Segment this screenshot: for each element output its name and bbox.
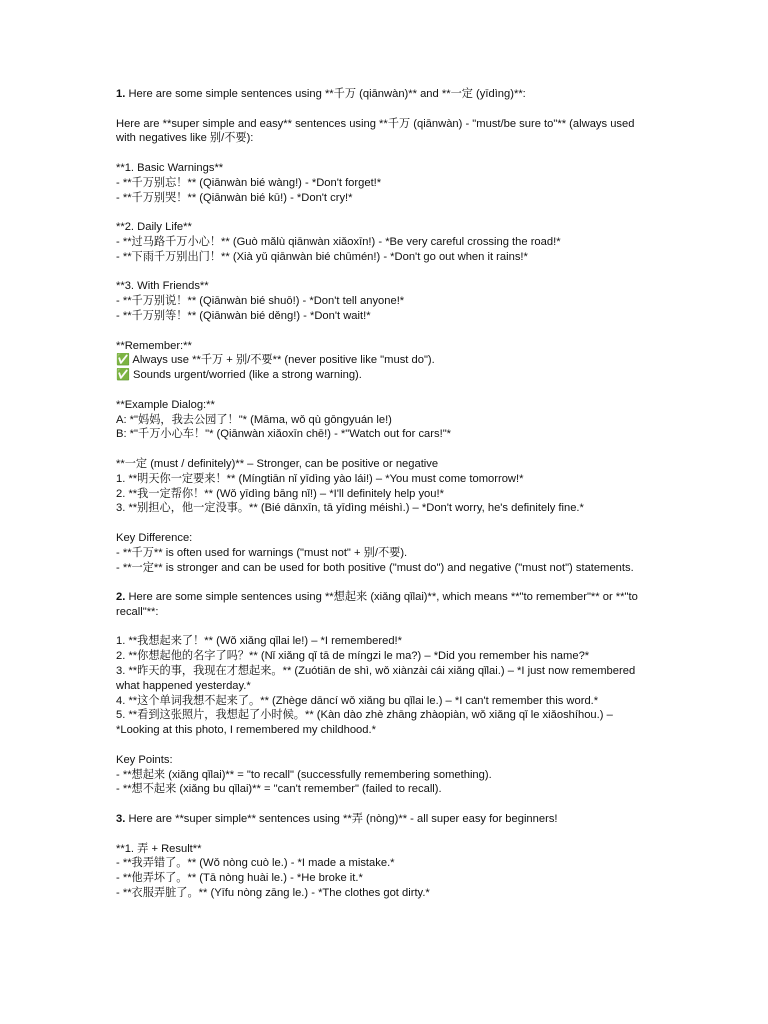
line-text: **Remember:** (116, 339, 192, 352)
line-text: 3. **昨天的事，我现在才想起来。** (Zuótiān de shì, wǒ xiànzài cái xiǎng qǐlai.) – *I just now remembered what happened yesterday.* (116, 665, 639, 692)
text-line (116, 161, 652, 176)
paragraph-gap (116, 738, 652, 753)
paragraph-gap (116, 383, 652, 398)
line-text: Here are some simple sentences using **想起来 (xiǎng qǐlai)**, which means **"to remember"** or **"to recall"**: (116, 591, 641, 618)
paragraph-gap (116, 575, 652, 590)
text-line (116, 87, 652, 102)
line-text: - **想起来 (xiǎng qǐlai)** = "to recall" (successfully remembering something). (116, 768, 492, 781)
line-text: Key Difference: (116, 531, 193, 544)
line-text: 4. **这个单词我想不起来了。** (Zhège dāncí wǒ xiǎng bu qǐlai le.) – *I can't remember this word.* (116, 694, 599, 707)
line-text: - **一定** is stronger and can be used for both positive ("must do") and negative ("must not") statements. (116, 561, 634, 574)
line-text: Key Points: (116, 753, 173, 766)
line-text: - **想不起来 (xiǎng bu qǐlai)** = "can't remember" (failed to recall). (116, 783, 442, 796)
text-line (116, 590, 652, 620)
line-text: 1. **明天你一定要来！** (Míngtiān nǐ yīdìng yào lái!) – *You must come tomorrow!* (116, 472, 524, 485)
paragraph-gap (116, 324, 652, 339)
text-line (116, 235, 652, 250)
line-text: - **下雨千万别出门！** (Xià yǔ qiānwàn bié chūmén!) - *Don't go out when it rains!* (116, 250, 528, 263)
line-text: **3. With Friends** (116, 280, 209, 293)
text-line (116, 694, 652, 709)
text-line (116, 634, 652, 649)
section-number: 1. (116, 88, 126, 100)
line-text: ✅ Sounds urgent/worried (like a strong warning). (116, 369, 362, 382)
text-line (116, 842, 652, 857)
line-text: - **千万别哭！** (Qiānwàn bié kū!) - *Don't cry!* (116, 191, 353, 204)
line-text: - **衣服弄脏了。** (Yīfu nòng zāng le.) - *The clothes got dirty.* (116, 887, 430, 900)
line-text: Here are some simple sentences using **千万 (qiānwàn)** and **一定 (yīdìng)**: (125, 88, 526, 100)
text-line (116, 176, 652, 191)
line-text: 2. **我一定帮你！** (Wǒ yīdìng bāng nǐ!) – *I'll definitely help you!* (116, 487, 444, 500)
line-text: 3. **别担心，他一定没事。** (Bié dānxīn, tā yīdìng méishì.) – *Don't worry, he's definitely fine.* (116, 502, 584, 515)
text-line (116, 561, 652, 576)
paragraph-gap (116, 516, 652, 531)
line-text: **1. 弄 + Result** (116, 842, 202, 855)
text-line (116, 427, 652, 442)
text-line (116, 117, 652, 147)
paragraph-gap (116, 442, 652, 457)
section-number: 3. (116, 813, 126, 826)
text-line (116, 353, 652, 368)
text-line (116, 398, 652, 413)
document-body (116, 87, 652, 901)
text-line (116, 664, 652, 694)
text-line (116, 546, 652, 561)
line-text: - **过马路千万小心！** (Guò mǎlù qiānwàn xiǎoxīn!) - *Be very careful crossing the road!* (116, 235, 561, 248)
line-text: - **千万别忘！** (Qiānwàn bié wàng!) - *Don't forget!* (116, 176, 382, 189)
line-text: Here are **super simple** sentences using **弄 (nòng)** - all super easy for beginners! (125, 813, 558, 826)
line-text: 5. **看到这张照片，我想起了小时候。** (Kàn dào zhè zhāng zhàopiàn, wǒ xiǎng qǐ le xiǎoshíhou.) – *Looking at this photo, I remembered my childhood.* (116, 709, 616, 737)
paragraph-gap (116, 102, 652, 117)
text-line (116, 812, 652, 827)
text-line (116, 501, 652, 516)
line-text: - **我弄错了。** (Wǒ nòng cuò le.) - *I made a mistake.* (116, 857, 395, 870)
paragraph-gap (116, 797, 652, 812)
text-line (116, 220, 652, 235)
text-line (116, 472, 652, 487)
text-line (116, 294, 652, 309)
text-line (116, 279, 652, 294)
section-number: 2. (116, 591, 126, 604)
text-line (116, 768, 652, 783)
line-text: 1. **我想起来了！** (Wǒ xiǎng qǐlai le!) – *I remembered!* (116, 635, 402, 648)
text-line (116, 309, 652, 324)
text-line (116, 457, 652, 472)
paragraph-gap (116, 620, 652, 635)
text-line (116, 413, 652, 428)
text-line (116, 708, 652, 738)
paragraph-gap (116, 146, 652, 161)
text-line (116, 753, 652, 768)
text-line (116, 191, 652, 206)
paragraph-gap (116, 265, 652, 280)
text-line (116, 368, 652, 383)
text-line (116, 649, 652, 664)
text-line (116, 856, 652, 871)
line-text: **一定 (must / definitely)** – Stronger, can be positive or negative (116, 457, 439, 470)
line-text: - **他弄坏了。** (Tā nòng huài le.) - *He broke it.* (116, 872, 363, 885)
line-text: A: *"妈妈，我去公园了！"* (Māma, wǒ qù gōngyuán le!) (116, 413, 392, 426)
paragraph-gap (116, 827, 652, 842)
line-text: **Example Dialog:** (116, 398, 215, 411)
line-text: B: *"千万小心车！"* (Qiānwàn xiǎoxīn chē!) - *"Watch out for cars!"* (116, 428, 452, 441)
text-line (116, 871, 652, 886)
line-text: **1. Basic Warnings** (116, 161, 224, 174)
text-line (116, 782, 652, 797)
line-text: 2. **你想起他的名字了吗？** (Nǐ xiǎng qǐ tā de míngzi le ma?) – *Did you remember his name?* (116, 650, 590, 663)
text-line (116, 487, 652, 502)
line-text: - **千万别说！** (Qiānwàn bié shuō!) - *Don't tell anyone!* (116, 295, 405, 308)
text-line (116, 250, 652, 265)
paragraph-gap (116, 205, 652, 220)
text-line (116, 531, 652, 546)
line-text: **2. Daily Life** (116, 221, 192, 234)
line-text: ✅ Always use **千万 + 别/不要** (never positive like "must do"). (116, 354, 435, 367)
line-text: - **千万别等！** (Qiānwàn bié děng!) - *Don't wait!* (116, 309, 371, 322)
text-line (116, 886, 652, 901)
line-text: - **千万** is often used for warnings ("must not" + 别/不要). (116, 546, 408, 559)
text-line (116, 339, 652, 354)
line-text: Here are **super simple and easy** sentences using **千万 (qiānwàn) - "must/be sure to"** (always used with negatives like 别/不要): (116, 117, 638, 145)
